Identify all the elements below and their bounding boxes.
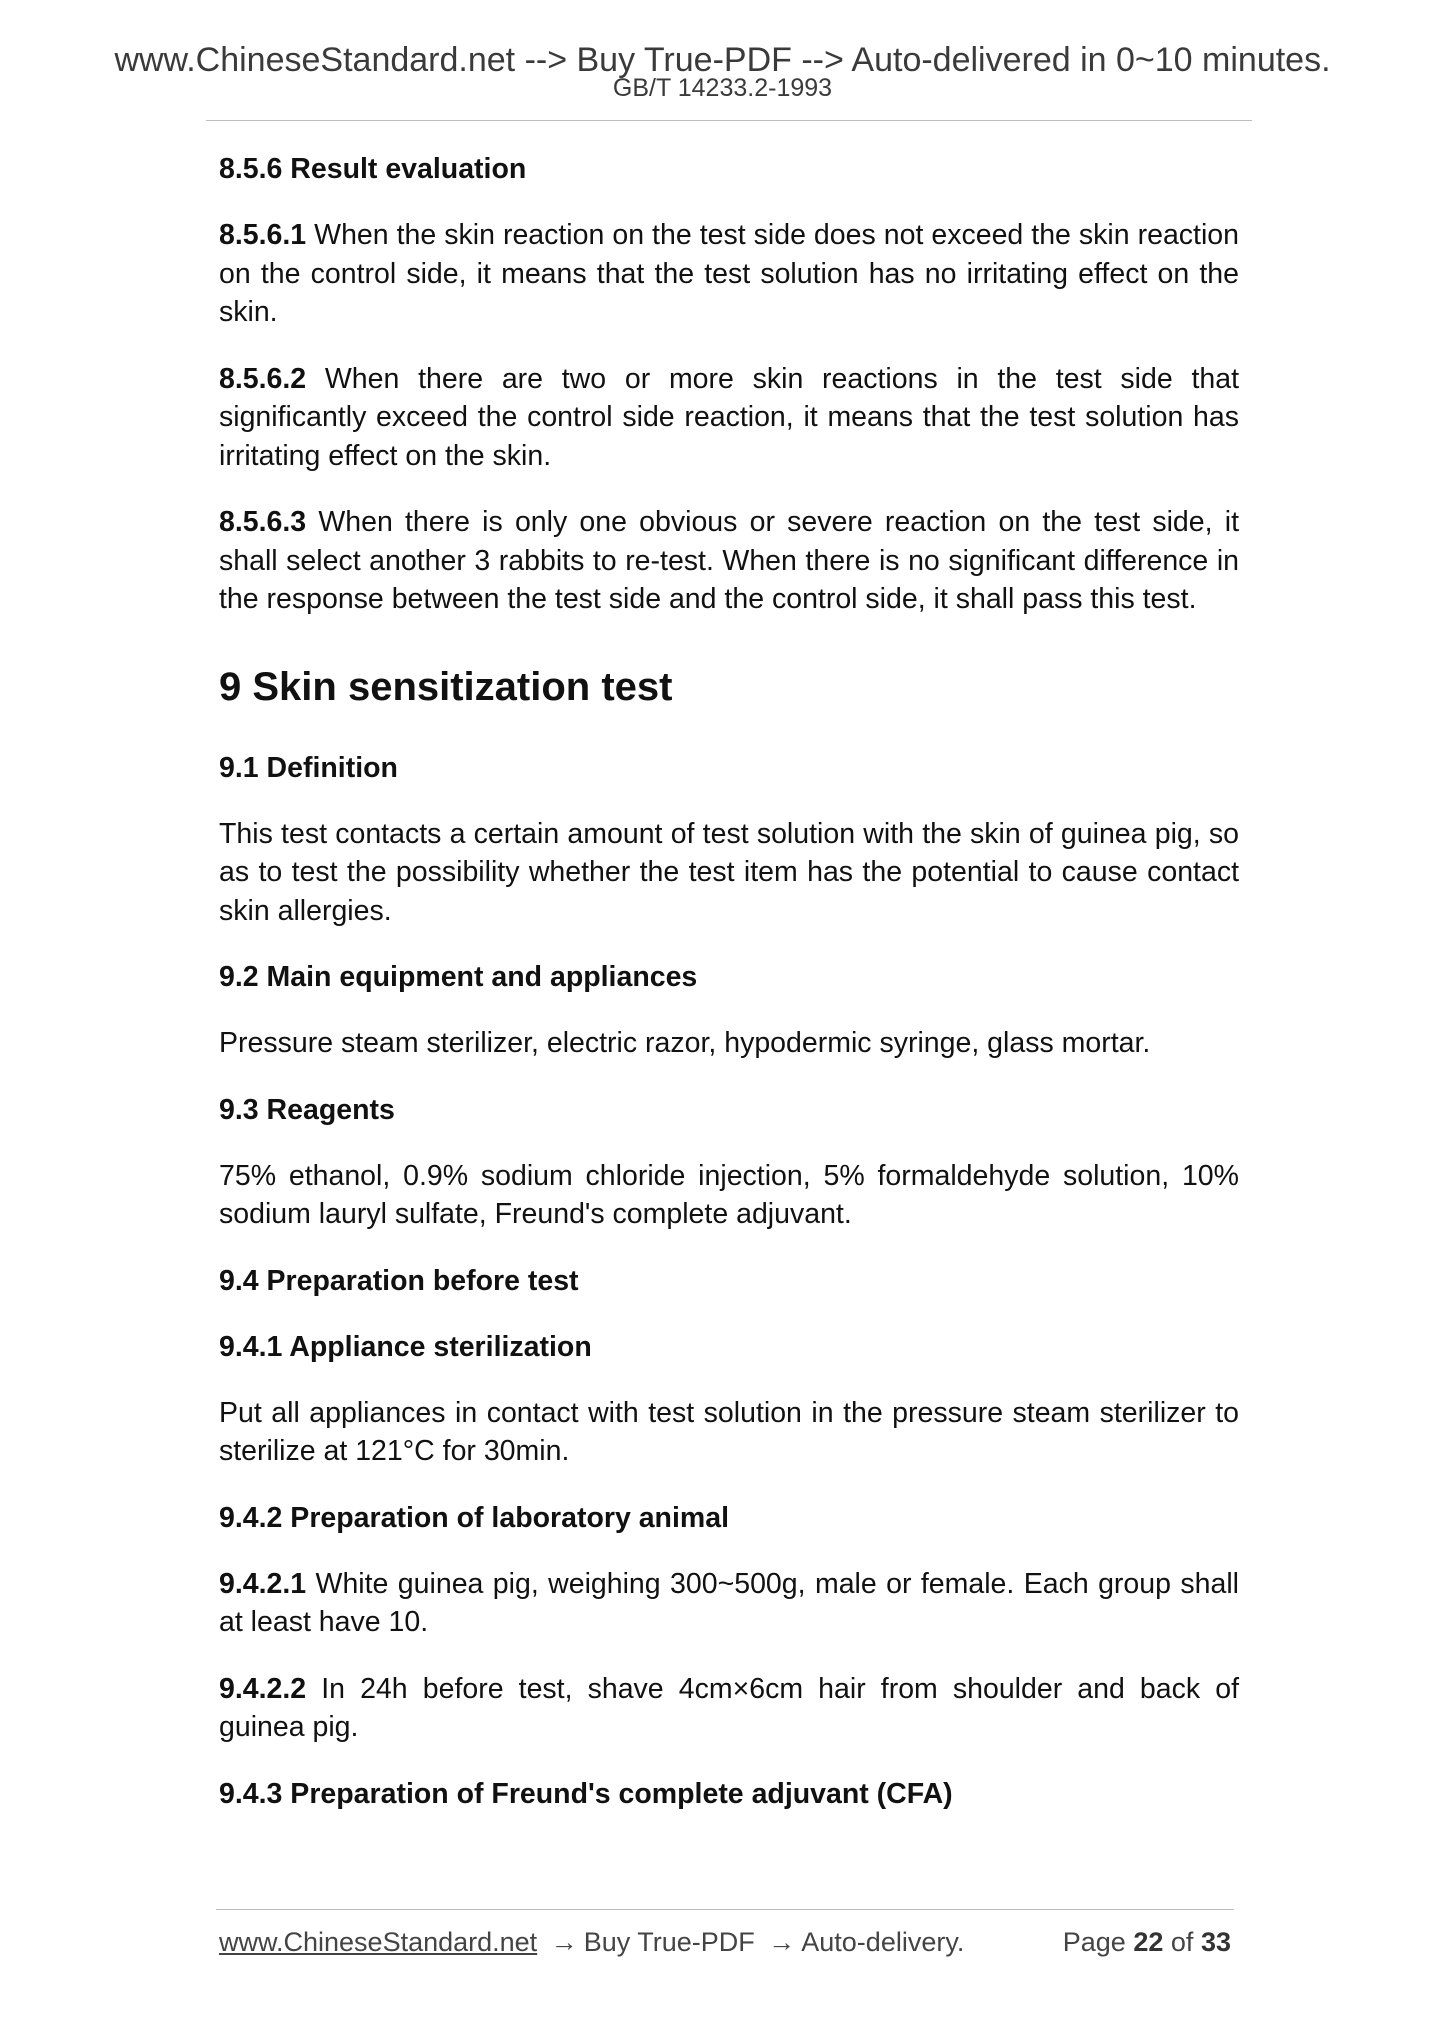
standard-number: GB/T 14233.2-1993	[612, 74, 833, 102]
section-9-heading: 9 Skin sensitization test	[219, 664, 673, 709]
page-total: 33	[1200, 1927, 1231, 1957]
section-9-4-1-heading: 9.4.1 Appliance sterilization	[219, 1330, 592, 1363]
paragraph-8-5-6-1	[219, 216, 1239, 332]
clause-text: In 24h before test, shave 4cm×6cm hair from shoulder and back of guinea pig.	[219, 1672, 1239, 1743]
arrow-right-icon: →	[768, 1927, 796, 1957]
page-label: Page	[1062, 1927, 1126, 1957]
clause-text: When the skin reaction on the test side does not exceed the skin reaction on the control side, it means that the test solution has no irritating effect on the skin.	[219, 219, 1239, 328]
footer-divider	[216, 1909, 1234, 1910]
paragraph-8-5-6-2	[219, 360, 1239, 476]
page-content	[219, 150, 1239, 1813]
footer-link[interactable]: www.ChineseStandard.net	[219, 1927, 538, 1957]
paragraph-9-2: Pressure steam sterilizer, electric razor, hypodermic syringe, glass mortar.	[219, 1027, 1151, 1059]
paragraph-9-1: This test contacts a certain amount of test solution with the skin of guinea pig, so as to test the possibility whether the test item has the potential to cause contact skin allergies.	[219, 817, 1239, 927]
clause-text: When there is only one obvious or severe reaction on the test side, it shall select another 3 rabbits to re-test. When there is no significant difference in the response between the test side and the control side, it shall pass this test.	[219, 506, 1239, 615]
paragraph-9-4-2-2	[219, 1670, 1239, 1747]
footer-buy-text: Buy True-PDF	[583, 1927, 755, 1957]
clause-number: 8.5.6.2	[219, 362, 307, 395]
footer-left	[219, 1925, 964, 1959]
arrow-right-icon: →	[550, 1927, 578, 1957]
section-9-4-3-heading: 9.4.3 Preparation of Freund's complete adjuvant (CFA)	[219, 1777, 953, 1810]
paragraph-8-5-6-3	[219, 503, 1239, 619]
clause-number: 9.4.2.2	[219, 1672, 307, 1705]
section-9-1-heading: 9.1 Definition	[219, 751, 398, 784]
header-banner[interactable]: www.ChineseStandard.net --> Buy True-PDF --> Auto-delivered in 0~10 minutes.	[114, 41, 1331, 79]
footer-delivery-text: Auto-delivery.	[801, 1927, 965, 1957]
section-9-4-heading: 9.4 Preparation before test	[219, 1264, 579, 1297]
section-9-4-2-heading: 9.4.2 Preparation of laboratory animal	[219, 1501, 729, 1534]
page-current: 22	[1133, 1927, 1164, 1957]
section-9-2-heading: 9.2 Main equipment and appliances	[219, 961, 698, 993]
paragraph-9-3: 75% ethanol, 0.9% sodium chloride injection, 5% formaldehyde solution, 10% sodium lauryl sulfate, Freund's complete adjuvant.	[219, 1159, 1239, 1230]
paragraph-9-4-2-1	[219, 1565, 1239, 1642]
clause-text: When there are two or more skin reactions in the test side that significantly exceed the control side reaction, it means that the test solution has irritating effect on the skin.	[219, 362, 1239, 472]
of-label: of	[1170, 1927, 1194, 1957]
paragraph-9-4-1: Put all appliances in contact with test solution in the pressure steam sterilizer to sterilize at 121°C for 30min.	[219, 1396, 1239, 1467]
header-divider	[206, 120, 1252, 121]
clause-number: 8.5.6.3	[219, 506, 307, 538]
section-8-5-6-heading: 8.5.6 Result evaluation	[219, 153, 527, 185]
section-9-3-heading: 9.3 Reagents	[219, 1093, 395, 1126]
clause-text: White guinea pig, weighing 300~500g, male or female. Each group shall at least have 10.	[219, 1567, 1239, 1638]
clause-number: 8.5.6.1	[219, 219, 307, 251]
clause-number: 9.4.2.1	[219, 1567, 307, 1600]
page-indicator	[1063, 1925, 1231, 1959]
